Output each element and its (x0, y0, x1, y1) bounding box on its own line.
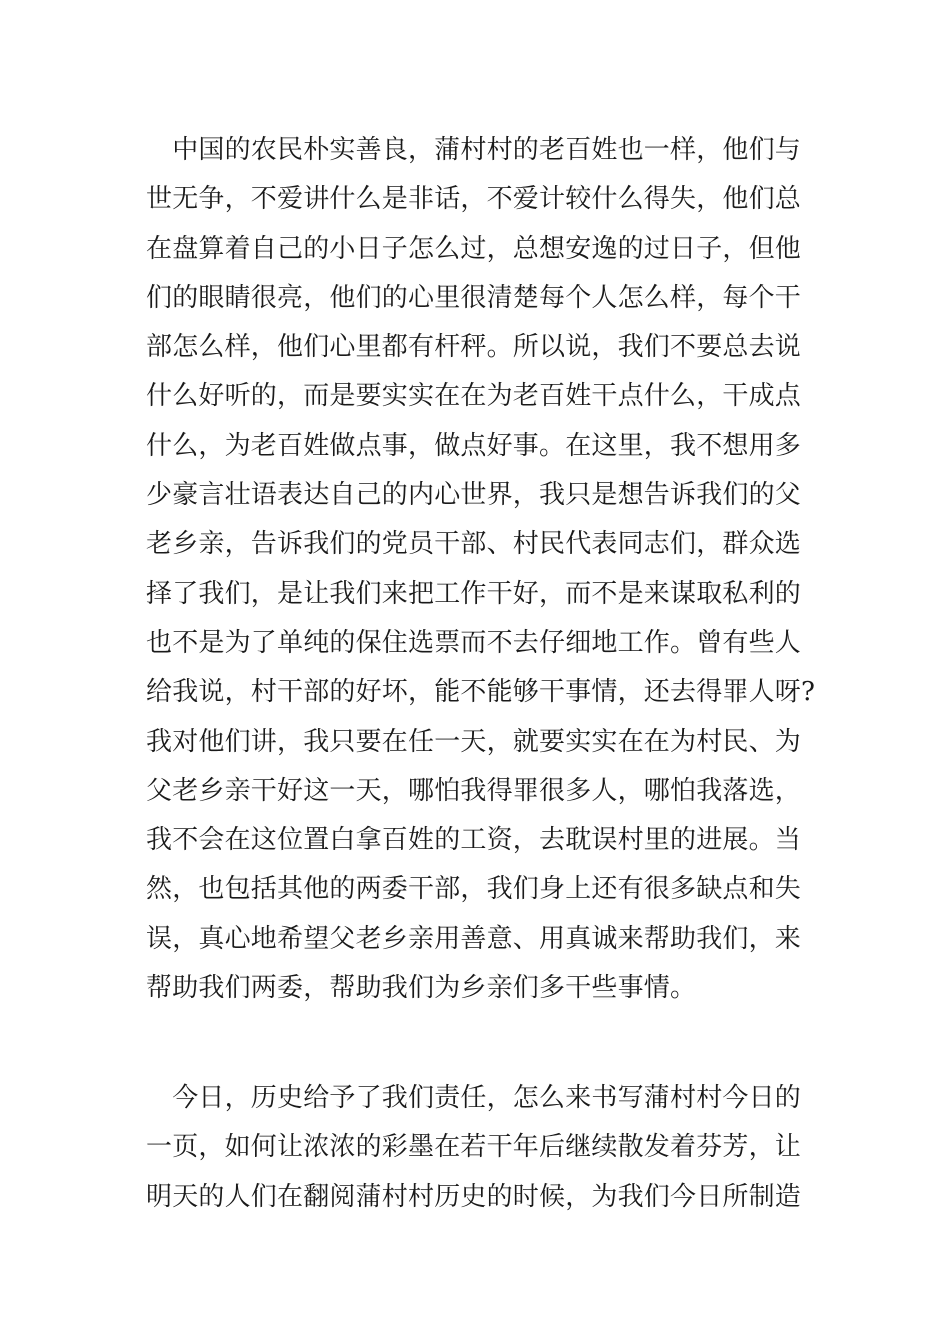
text-line: 在盘算着自己的小日子怎么过，总想安逸的过日子，但他 (146, 233, 802, 264)
text-line: 今日，历史给予了我们责任，怎么来书写蒲村村今日的 (146, 1083, 802, 1113)
text-line: 然，也包括其他的两委干部，我们身上还有很多缺点和失 (146, 874, 802, 905)
text-line: 我对他们讲，我只要在任一天，就要实实在在为村民、为 (146, 726, 802, 757)
text-line: 给我说，村干部的好坏，能不能够干事情，还去得罪人呀? (146, 677, 816, 708)
text-line: 帮助我们两委，帮助我们为乡亲们多干些事情。 (146, 973, 697, 1004)
text-line: 少豪言壮语表达自己的内心世界，我只是想告诉我们的父 (146, 480, 802, 511)
text-line: 我不会在这位置白拿百姓的工资，去耽误村里的进展。当 (146, 825, 802, 856)
text-line: 明天的人们在翻阅蒲村村历史的时候，为我们今日所制造 (146, 1181, 802, 1212)
text-line: 也不是为了单纯的保住选票而不去仔细地工作。曾有些人 (146, 627, 802, 658)
paragraph-1 (146, 126, 816, 1013)
text-line: 们的眼睛很亮，他们的心里很清楚每个人怎么样，每个干 (146, 282, 802, 313)
paragraph-2 (146, 1074, 806, 1222)
text-line: 误，真心地希望父老乡亲用善意、用真诚来帮助我们，来 (146, 923, 802, 954)
text-line: 部怎么样，他们心里都有杆秤。所以说，我们不要总去说 (146, 332, 802, 363)
text-line: 择了我们，是让我们来把工作干好，而不是来谋取私利的 (146, 578, 802, 609)
text-line: 世无争，不爱讲什么是非话，不爱计较什么得失，他们总 (146, 184, 802, 215)
text-line: 父老乡亲干好这一天，哪怕我得罪很多人，哪怕我落选， (146, 775, 802, 806)
text-line: 什么，为老百姓做点事，做点好事。在这里，我不想用多 (146, 430, 802, 461)
text-line: 中国的农民朴实善良，蒲村村的老百姓也一样，他们与 (146, 135, 802, 165)
text-line: 一页，如何让浓浓的彩墨在若干年后继续散发着芬芳，让 (146, 1132, 802, 1163)
text-line: 老乡亲，告诉我们的党员干部、村民代表同志们，群众选 (146, 529, 802, 560)
text-line: 什么好听的，而是要实实在在为老百姓干点什么，干成点 (146, 381, 802, 412)
